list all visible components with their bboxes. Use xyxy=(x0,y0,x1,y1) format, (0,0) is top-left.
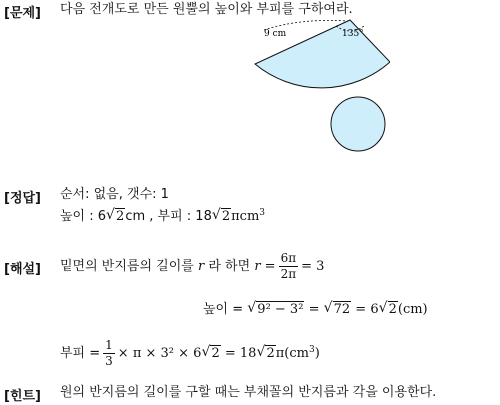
explanation-line1-text: 밑면의 반지름의 길이를 xyxy=(60,259,194,274)
explanation-volume-sqrt2: √ 2 xyxy=(256,344,275,361)
hint-tag: [힌트] xyxy=(4,389,41,404)
explanation-fraction: $\frac{6\pi}{2\pi}$ xyxy=(280,251,297,281)
explanation-height-sqrt1: √ 9² − 3² xyxy=(247,300,304,317)
explanation-height-label: 높이 = xyxy=(203,302,244,317)
answer-height-sqrt: √ 2 xyxy=(106,207,125,224)
answer-volume-exp: 3 xyxy=(259,208,266,218)
explanation-volume-label: 부피 = xyxy=(60,346,101,361)
answer-height-unit: cm , 부피 : 18 xyxy=(125,209,212,224)
slant-label: 9 cm xyxy=(264,29,287,39)
problem-tag: [문제] xyxy=(4,6,41,21)
answer-line2 xyxy=(60,209,265,225)
hint-text: 원의 반지름의 길이를 구할 때는 부채꼴의 반지름과 각을 이용한다. xyxy=(60,385,437,400)
explanation-height-mid: = xyxy=(308,302,320,317)
cone-net-diagram xyxy=(250,16,390,156)
explanation-line1 xyxy=(60,251,324,282)
explanation-height-line xyxy=(203,302,428,318)
explanation-equals-three: = 3 xyxy=(301,259,325,274)
explanation-volume-fraction: $\frac{1}{3}$ xyxy=(105,338,113,368)
explanation-height-unit: (cm) xyxy=(397,302,428,317)
answer-line1: 순서: 없음, 갯수: 1 xyxy=(60,187,169,202)
base-circle xyxy=(331,97,385,151)
answer-tag: [정답] xyxy=(4,191,41,206)
explanation-volume-eq: = 18 xyxy=(224,346,257,361)
explanation-height-eq6: = 6 xyxy=(355,302,379,317)
explanation-r: r xyxy=(198,259,205,274)
answer-height-prefix: 높이 : 6 xyxy=(60,209,107,224)
explanation-volume-sqrt1: √ 2 xyxy=(201,344,220,361)
explanation-volume-close: ) xyxy=(314,346,320,361)
explanation-volume-line xyxy=(60,338,320,369)
explanation-volume-expr: × π × 3² × 6 xyxy=(117,346,202,361)
explanation-r-eq: r = xyxy=(254,259,276,274)
explanation-tag: [해설] xyxy=(4,262,41,277)
answer-volume-unit: πcm xyxy=(231,209,260,224)
explanation-height-sqrt3: √ 2 xyxy=(378,300,397,317)
angle-label: 135° xyxy=(342,29,364,39)
explanation-volume-unit: π(cm xyxy=(275,346,309,361)
explanation-height-sqrt2: √ 72 xyxy=(323,300,351,317)
explanation-volume-exp: 3 xyxy=(308,345,315,355)
answer-volume-sqrt: √ 2 xyxy=(211,207,231,224)
explanation-line1-mid: 라 하면 xyxy=(208,259,251,274)
problem-text: 다음 전개도로 만든 원뿔의 높이와 부피를 구하여라. xyxy=(60,2,353,17)
